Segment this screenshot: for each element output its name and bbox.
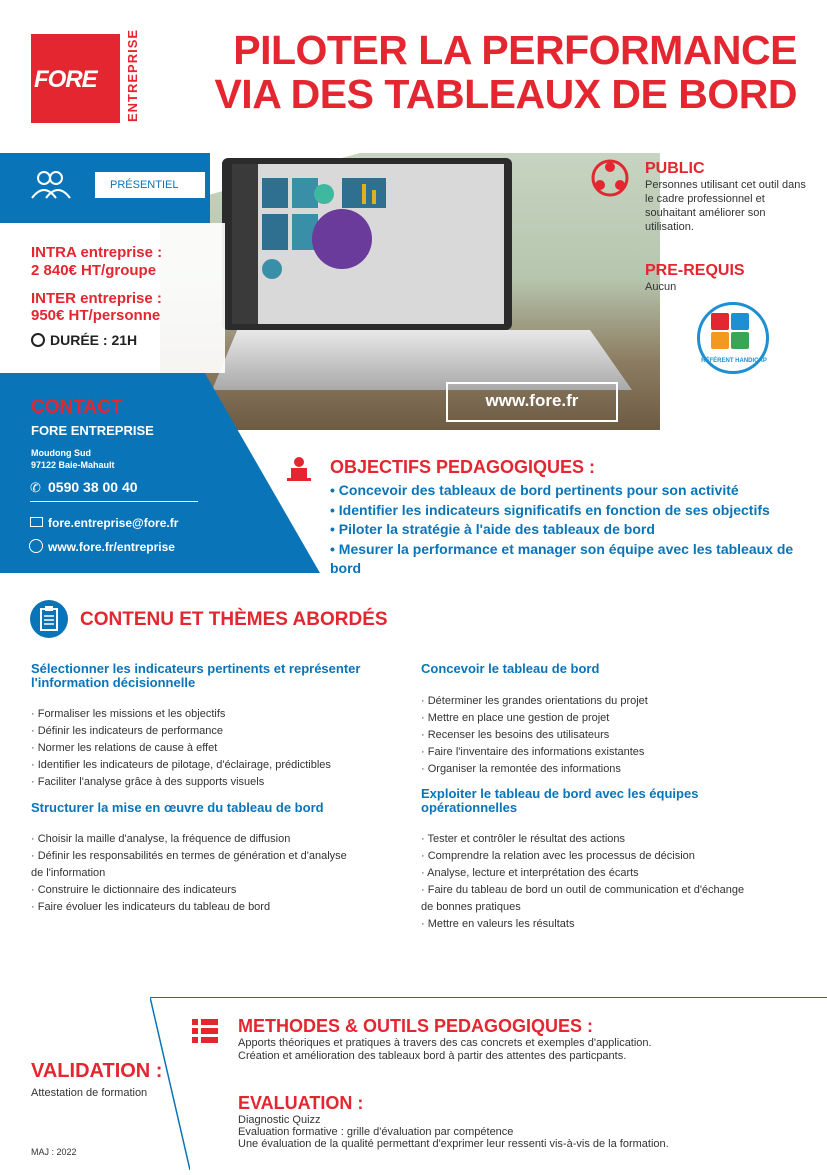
mind-icon <box>711 332 729 349</box>
contact-address <box>31 447 115 471</box>
list-item: · Identifier les indicateurs de pilotage, d'éclairage, prédictibles <box>31 759 331 771</box>
list-item: · Construire le dictionnaire des indicateurs <box>31 884 237 896</box>
list-item: · Mettre en place une gestion de projet <box>421 712 610 724</box>
section-list <box>31 706 391 791</box>
methods-text <box>238 1037 808 1063</box>
list-item: · Formaliser les missions et les objectifs <box>31 708 226 720</box>
users-icon <box>28 168 74 202</box>
format-label: PRÉSENTIEL <box>110 179 179 191</box>
laptop-base <box>212 330 632 390</box>
list-item: · Choisir la maille d'analyse, la fréquence de diffusion <box>31 833 291 845</box>
evaluation-line: Une évaluation de la qualité permettant d'exprimer leur ressenti vis-à-vis de la formation. <box>238 1138 669 1150</box>
prerequis-title: PRE-REQUIS <box>645 262 745 279</box>
public-title: PUBLIC <box>645 160 705 177</box>
globe-icon <box>29 539 43 553</box>
objective-item: • Piloter la stratégie à l'aide des tableaux de bord <box>330 521 655 537</box>
objective-item: • Identifier les indicateurs significatifs en fonction de ses objectifs <box>330 501 770 518</box>
inter-label: INTER entreprise : <box>31 290 162 307</box>
validation-text: Attestation de formation <box>31 1087 148 1099</box>
evaluation-text <box>238 1114 818 1150</box>
clipboard-icon <box>30 600 68 638</box>
title-line1: PILOTER LA PERFORMANCE <box>233 27 797 73</box>
evaluation-line: Diagnostic Quizz <box>238 1114 321 1126</box>
contact-email[interactable]: fore.entreprise@fore.fr <box>48 516 179 530</box>
validation-title: VALIDATION : <box>31 1060 163 1082</box>
methods-line: Création et amélioration des tableaux bord à partir des attentes des particpants. <box>238 1050 627 1062</box>
section-list <box>31 831 361 916</box>
list-item: · Faire évoluer les indicateurs du tableau de bord <box>31 901 271 913</box>
objective-item: • Mesurer la performance et manager son équipe avec les tableaux de bord <box>330 540 794 576</box>
bottom-diagonal <box>150 997 190 1170</box>
list-icon <box>192 1019 218 1043</box>
update-date: MAJ : 2022 <box>31 1147 77 1157</box>
section-title: Exploiter le tableau de bord avec les équipes opérationnelles <box>421 786 699 815</box>
address-line1: Moudong Sud <box>31 448 91 458</box>
list-item: · Tester et contrôler le résultat des actions <box>421 833 626 845</box>
list-item: · Déterminer les grandes orientations du projet <box>421 695 648 707</box>
evaluation-title: EVALUATION : <box>238 1093 364 1113</box>
inter-price: 950€ HT/personne <box>31 307 161 324</box>
public-icon <box>590 158 630 198</box>
website-banner-text[interactable]: www.fore.fr <box>485 391 579 410</box>
list-item: · Faire l'inventaire des informations existantes <box>421 746 645 758</box>
section-title: Structurer la mise en œuvre du tableau de bord <box>31 800 324 815</box>
bottom-divider <box>150 997 827 998</box>
logo-brand: FORE <box>34 66 97 93</box>
page-title <box>214 28 797 116</box>
objectives-icon <box>286 456 312 482</box>
logo-sub <box>122 28 140 123</box>
content-title: CONTENU ET THÈMES ABORDÉS <box>80 609 388 630</box>
objectives-title: OBJECTIFS PEDAGOGIQUES : <box>330 457 596 477</box>
mail-icon <box>30 517 43 527</box>
list-item: · Analyse, lecture et interprétation des écarts <box>421 867 639 879</box>
methods-line: Apports théoriques et pratiques à travers des cas concrets et exemples d'application. <box>238 1037 652 1049</box>
address-line2: 97122 Baie-Mahault <box>31 460 115 470</box>
duration: DURÉE : 21H <box>50 332 138 348</box>
phone-icon: ✆ <box>30 480 41 495</box>
hearing-icon <box>731 313 749 330</box>
contact-phone[interactable]: 0590 38 00 40 <box>48 479 138 495</box>
list-item: · Normer les relations de cause à effet <box>31 742 218 754</box>
objective-item: • Concevoir des tableaux de bord pertinents pour son activité <box>330 482 739 498</box>
section-title: Sélectionner les indicateurs pertinents et représenter l'information décisionnelle <box>31 661 361 690</box>
section-list <box>421 693 801 778</box>
contact-org: FORE ENTREPRISE <box>31 423 154 438</box>
methods-title: METHODES & OUTILS PEDAGOGIQUES : <box>238 1016 594 1036</box>
handicap-icons <box>711 313 749 349</box>
evaluation-line: Evaluation formative : grille d'évaluation par compétence <box>238 1126 514 1138</box>
contact-website[interactable]: www.fore.fr/entreprise <box>48 540 175 554</box>
intra-label: INTRA entreprise : <box>31 244 163 261</box>
wheelchair-icon <box>711 313 729 330</box>
dashboard-illustration <box>232 164 504 324</box>
list-item: · Mettre en valeurs les résultats <box>421 918 575 930</box>
list-item: · Comprendre la relation avec les processus de décision <box>421 850 695 862</box>
vision-icon <box>731 332 749 349</box>
title-line2: VIA DES TABLEAUX DE BORD <box>214 71 797 117</box>
list-item: · Définir les indicateurs de performance <box>31 725 223 737</box>
objectives-list <box>330 481 820 579</box>
list-item: · Faciliter l'analyse grâce à des supports visuels <box>31 776 265 788</box>
clock-icon <box>31 333 45 347</box>
laptop-screen-content <box>232 164 504 324</box>
section-list <box>421 831 756 933</box>
list-item: · Définir les responsabilités en termes de génération et d'analyse de l'information <box>31 850 347 879</box>
list-item: · Organiser la remontée des informations <box>421 763 621 775</box>
list-item: · Faire du tableau de bord un outil de communication et d'échange de bonnes pratiques <box>421 884 745 913</box>
divider <box>30 501 198 502</box>
prerequis-text: Aucun <box>645 281 677 293</box>
list-item: · Recenser les besoins des utilisateurs <box>421 729 610 741</box>
contact-title: CONTACT <box>31 397 123 418</box>
intra-price: 2 840€ HT/groupe <box>31 262 157 279</box>
section-title: Concevoir le tableau de bord <box>421 661 600 676</box>
logo-sub-text: ENTREPRISE <box>125 28 140 122</box>
badge-text: RÉFÉRENT HANDICAP <box>701 358 767 364</box>
public-text: Personnes utilisant cet outil dans le cadre professionnel et souhaitant améliorer son utilisation. <box>645 179 806 233</box>
